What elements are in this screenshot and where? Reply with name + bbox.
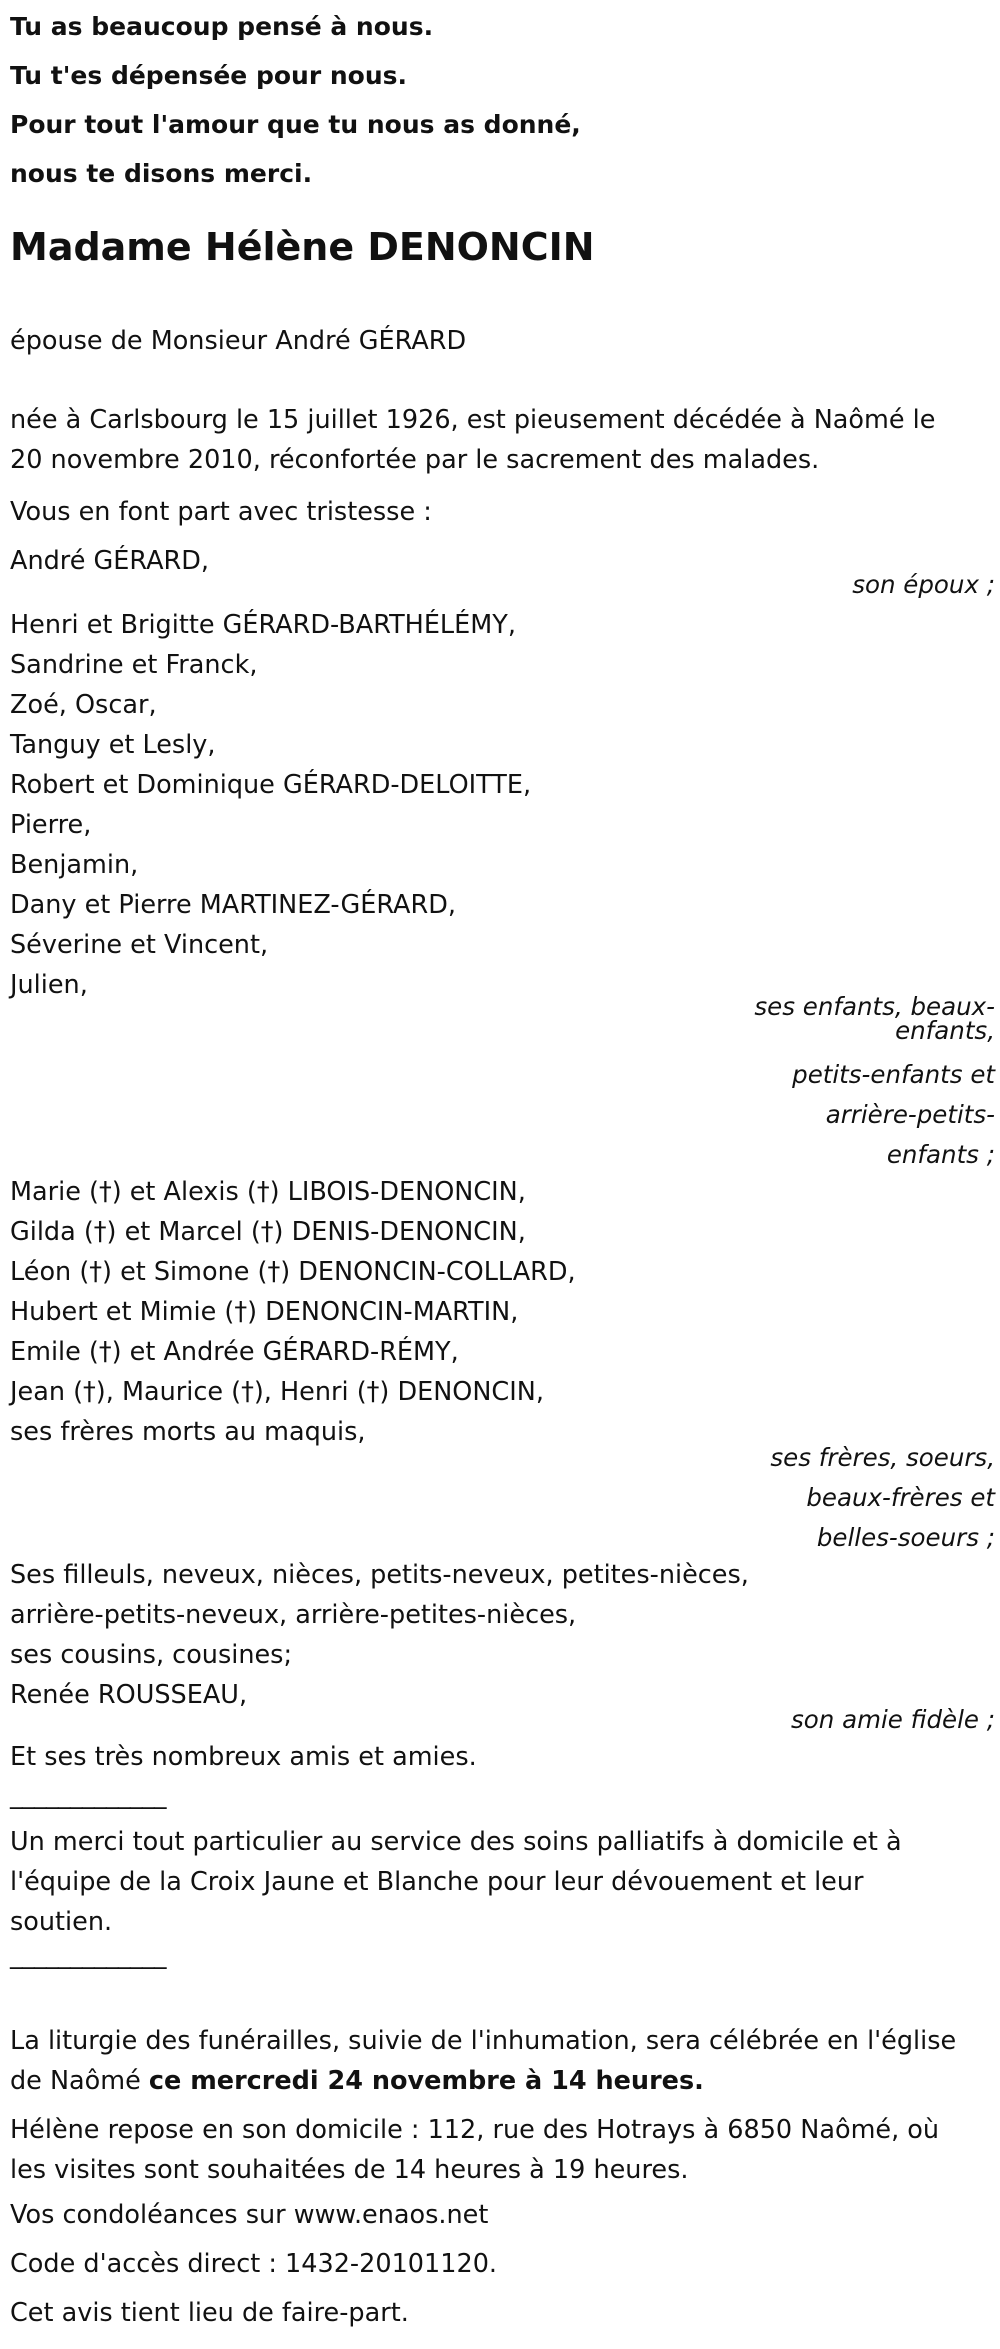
closing-line: Cet avis tient lieu de faire-part. [10, 2298, 409, 2328]
thanks-line: Un merci tout particulier au service des soins palliatifs à domicile et à [10, 1827, 902, 1857]
list-item: Tanguy et Lesly, [10, 730, 216, 760]
poem-line: Pour tout l'amour que tu nous as donné, [10, 110, 581, 139]
list-item: Sandrine et Franck, [10, 650, 258, 680]
friend-relation [791, 1705, 995, 1734]
liturgy-date: ce mercredi 24 novembre à 14 heures. [148, 2066, 704, 2096]
deceased-name: Madame Hélène DENONCIN [10, 225, 595, 269]
list-item: ses cousins, cousines; [10, 1640, 293, 1670]
list-item: Benjamin, [10, 850, 139, 880]
list-item: Renée ROUSSEAU, [10, 1680, 248, 1710]
siblings-relation [770, 1438, 995, 1558]
list-item: Gilda (†) et Marcel (†) DENIS-DENONCIN, [10, 1217, 526, 1247]
rest-paragraph [10, 2110, 939, 2190]
relation-text: arrière-petits- [825, 1100, 995, 1129]
list-item: Hubert et Mimie (†) DENONCIN-MARTIN, [10, 1297, 519, 1327]
relation-text: enfants ; [886, 1140, 995, 1169]
relation-text: ses enfants, beaux- [754, 992, 995, 1021]
separator-line: _____________ [10, 1780, 166, 1809]
list-item: Ses filleuls, neveux, nièces, petits-neveux, petites-nièces, [10, 1560, 749, 1590]
list-item: Henri et Brigitte GÉRARD-BARTHÉLÉMY, [10, 610, 516, 640]
list-item: Séverine et Vincent, [10, 930, 269, 960]
husband-name: André GÉRARD, [10, 546, 209, 576]
list-item: Léon (†) et Simone (†) DENONCIN-COLLARD, [10, 1257, 576, 1287]
list-item: Marie (†) et Alexis (†) LIBOIS-DENONCIN, [10, 1177, 526, 1207]
relation-text: ses frères, soeurs, [770, 1443, 995, 1472]
relation-text: son époux ; [852, 570, 995, 599]
spouse-line: épouse de Monsieur André GÉRARD [10, 326, 467, 356]
separator-line: _____________ [10, 1940, 166, 1969]
rest-line: les visites sont souhaitées de 14 heures à 19 heures. [10, 2155, 689, 2185]
friends-line: Et ses très nombreux amis et amies. [10, 1742, 477, 1772]
list-item: Pierre, [10, 810, 92, 840]
children-list [10, 605, 531, 1005]
liturgy-line: La liturgie des funérailles, suivie de l'inhumation, sera célébrée en l'église [10, 2026, 957, 2056]
list-item: Julien, [10, 970, 88, 1000]
rest-line: Hélène repose en son domicile : 112, rue des Hotrays à 6850 Naômé, où [10, 2115, 940, 2145]
list-item: Robert et Dominique GÉRARD-DELOITTE, [10, 770, 532, 800]
poem [10, 2, 581, 198]
poem-line: Tu as beaucoup pensé à nous. [10, 12, 434, 41]
relation-text: belles-soeurs ; [816, 1523, 995, 1552]
access-code-line: Code d'accès direct : 1432-20101120. [10, 2249, 498, 2279]
thanks-line: soutien. [10, 1907, 113, 1937]
thanks-line: l'équipe de la Croix Jaune et Blanche pour leur dévouement et leur [10, 1867, 864, 1897]
relation-text: petits-enfants et [792, 1060, 995, 1089]
husband-relation [852, 570, 995, 599]
death-line: 20 novembre 2010, réconfortée par le sacrement des malades. [10, 445, 820, 475]
condolences-line: Vos condoléances sur www.enaos.net [10, 2200, 489, 2230]
children-relation [754, 992, 995, 1046]
relation-text: son amie fidèle ; [791, 1705, 995, 1734]
list-item: ses frères morts au maquis, [10, 1417, 366, 1447]
relation-text: beaux-frères et [806, 1483, 995, 1512]
list-item: Zoé, Oscar, [10, 690, 157, 720]
grandchildren-relation [792, 1055, 995, 1175]
liturgy-paragraph [10, 2021, 956, 2101]
poem-line: nous te disons merci. [10, 159, 313, 188]
list-item: Emile (†) et Andrée GÉRARD-RÉMY, [10, 1337, 459, 1367]
list-item: Jean (†), Maurice (†), Henri (†) DENONCIN, [10, 1377, 544, 1407]
poem-line: Tu t'es dépensée pour nous. [10, 61, 407, 90]
thanks-paragraph [10, 1822, 902, 1942]
intro-line: Vous en font part avec tristesse : [10, 497, 432, 527]
relation-text: enfants, [895, 1016, 995, 1045]
liturgy-line [10, 2061, 956, 2101]
others-list [10, 1555, 749, 1715]
liturgy-place: de Naômé [10, 2066, 149, 2096]
siblings-list [10, 1172, 576, 1452]
list-item: arrière-petits-neveux, arrière-petites-nièces, [10, 1600, 577, 1630]
birth-death-info [10, 400, 935, 480]
list-item: Dany et Pierre MARTINEZ-GÉRARD, [10, 890, 456, 920]
birth-line: née à Carlsbourg le 15 juillet 1926, est pieusement décédée à Naômé le [10, 405, 936, 435]
